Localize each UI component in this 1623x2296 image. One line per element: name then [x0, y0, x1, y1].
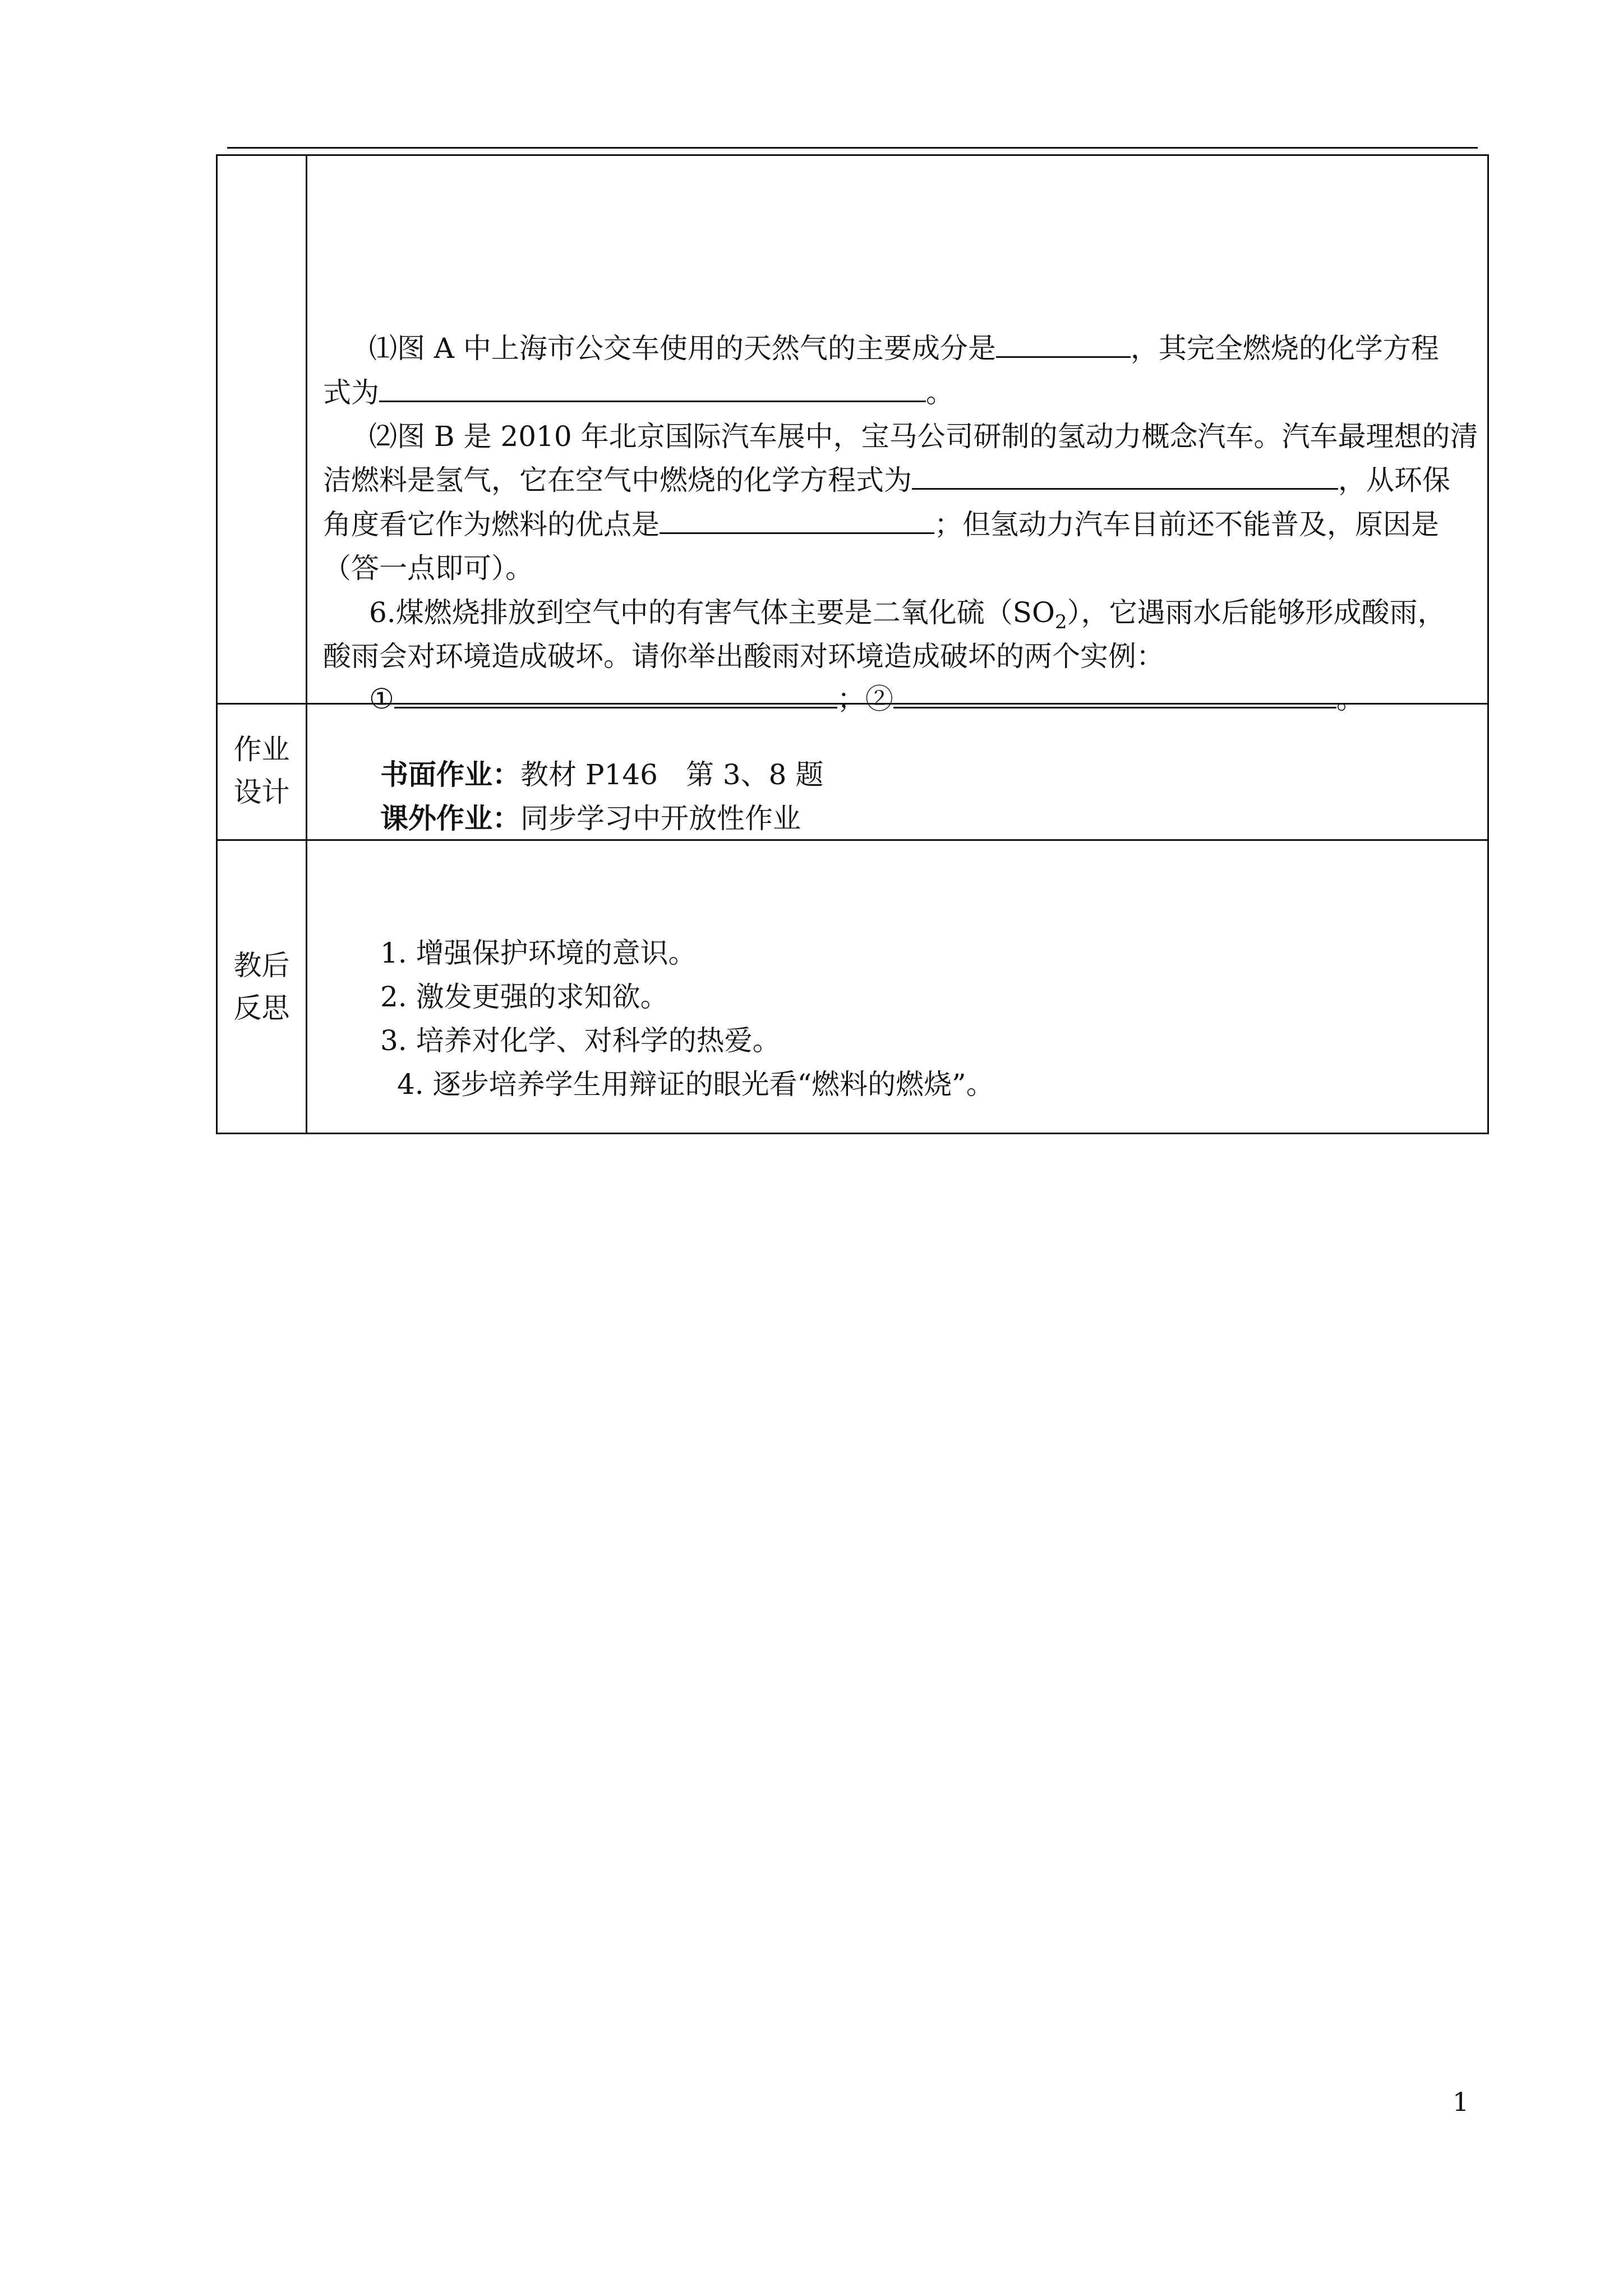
written-homework: 书面作业：教材 P146 第 3、8 题 [380, 758, 824, 791]
answer-blank[interactable] [893, 680, 1336, 708]
q6-answer-line: ① ；② 。 [369, 678, 1364, 720]
page-number: 1 [1453, 2087, 1469, 2117]
column-divider [306, 156, 307, 1133]
lesson-plan-table [216, 154, 1489, 1134]
q6-line2: 酸雨会对环境造成破坏。请你举出酸雨对环境造成破坏的两个实例： [323, 640, 1164, 673]
reflection-item: 1. 增强保护环境的意识。 [380, 937, 697, 969]
q5-part2-line4: （答一点即可）。 [323, 552, 533, 585]
q5-part2-line2: 洁燃料是氢气，它在空气中燃烧的化学方程式为 ，从环保 [323, 459, 1450, 501]
header-rule [227, 147, 1478, 149]
answer-blank[interactable] [660, 505, 934, 534]
q5-part2-line3: 角度看它作为燃料的优点是 ；但氢动力汽车目前还不能普及，原因是 [323, 503, 1439, 546]
homework-label: 作业 设计 [233, 733, 290, 808]
q6-line1: 6.煤燃烧排放到空气中的有害气体主要是二氧化硫$(SO_2)$，它遇雨水后能够形成酸雨， [369, 596, 1446, 633]
q5-part2-line1: ⑵图 B 是 2010 年北京国际汽车展中，宝马公司研制的氢动力概念汽车。汽车最理想的清 [369, 420, 1478, 453]
reflection-label: 教后 反思 [233, 949, 290, 1024]
reflection-item: 2. 激发更强的求知欲。 [380, 981, 668, 1013]
extra-homework: 课外作业：同步学习中开放性作业 [380, 802, 801, 835]
answer-blank[interactable] [996, 329, 1131, 358]
answer-blank[interactable] [912, 461, 1338, 490]
q5-part1-line1: ⑴图 A 中上海市公交车使用的天然气的主要成分是 ，其完全燃烧的化学方程 [369, 327, 1439, 370]
reflection-item: 3. 培养对化学、对科学的热爱。 [380, 1024, 781, 1057]
answer-blank[interactable] [379, 374, 926, 402]
reflection-item: 4. 逐步培养学生用辩证的眼光看“燃料的燃烧”。 [397, 1068, 994, 1101]
answer-blank[interactable] [394, 680, 837, 708]
q5-part1-line2: 式为 。 [323, 371, 954, 414]
